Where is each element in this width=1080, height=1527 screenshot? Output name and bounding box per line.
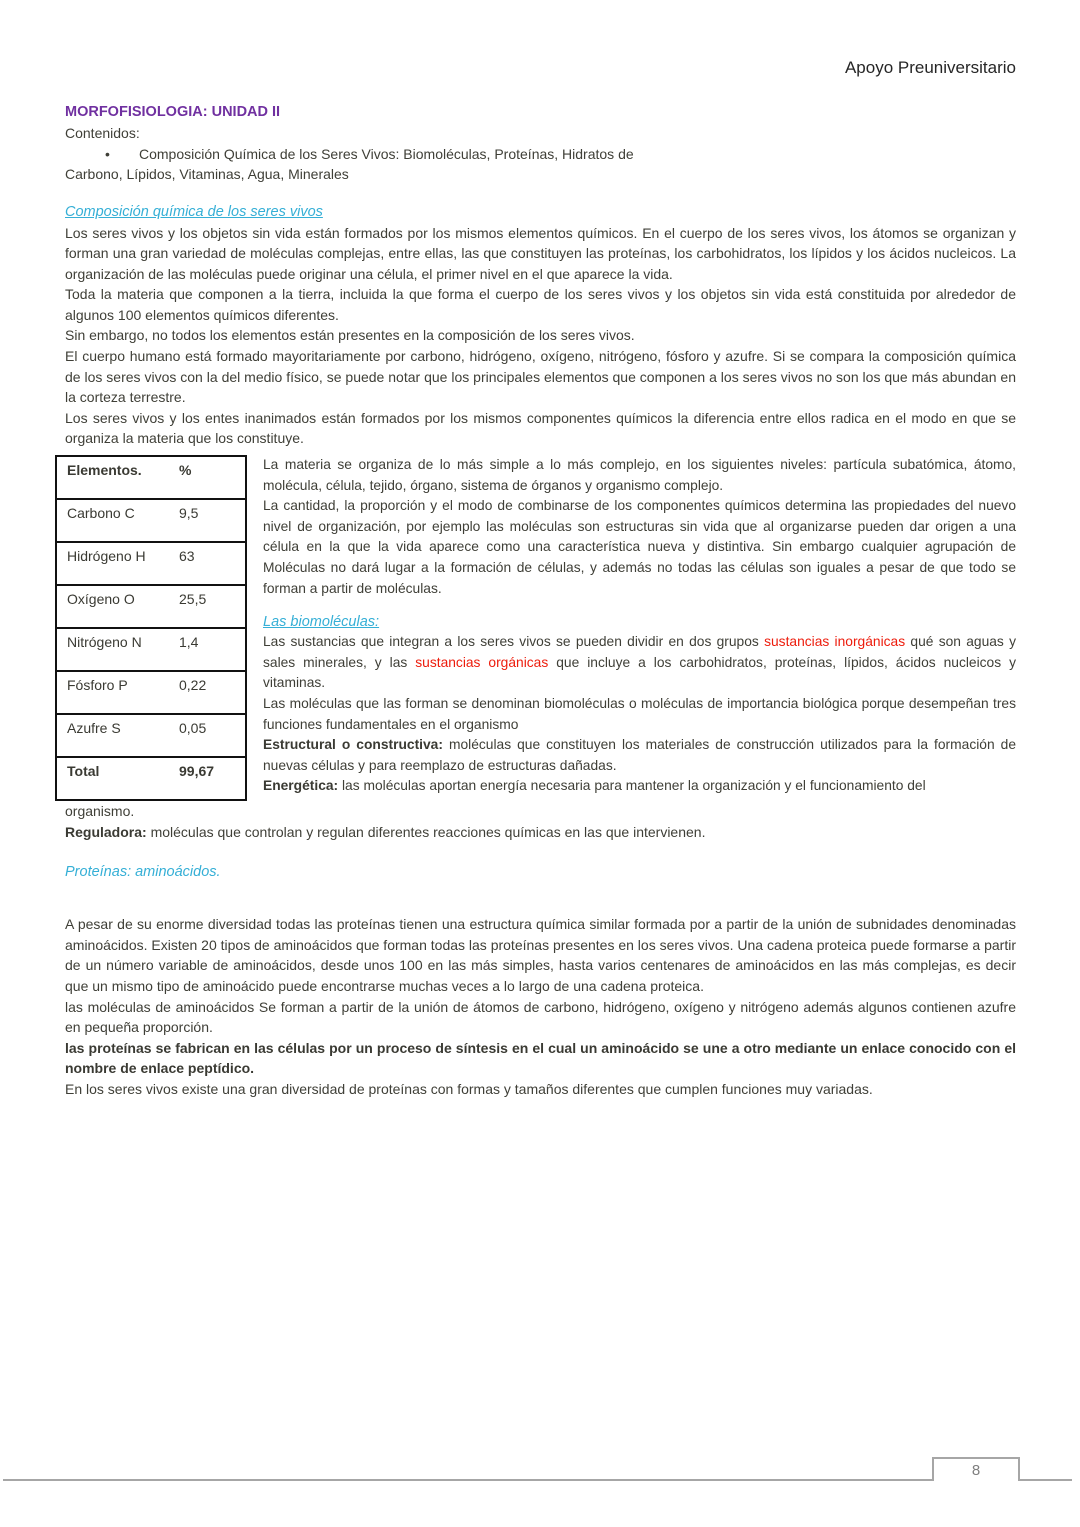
table-row	[56, 628, 246, 671]
table-row	[56, 499, 246, 542]
text-run: que incluye a los carbohidratos, proteínas, lípidos, ácidos nucleicos y vitaminas.	[263, 654, 1016, 691]
energetic-label: Energética:	[263, 778, 339, 794]
element-percent-cell: 63	[169, 542, 246, 585]
text-run: moléculas que constituyen los materiales de construcción utilizados para la formación de nuevas células y para reemplazo de estructuras dañadas.	[263, 737, 1016, 773]
element-percent-cell: 9,5	[169, 499, 246, 542]
red-emphasis: sustancias inorgánicas	[764, 634, 906, 650]
table-row	[56, 714, 246, 757]
text-run: las moléculas aportan energía necesaria para mantener la organización y el funcionamiento del	[338, 778, 926, 794]
text-run: moléculas que controlan y regulan diferentes reacciones químicas en las que intervienen.	[146, 823, 706, 840]
paragraph: A pesar de su enorme diversidad todas las proteínas tienen una estructura química similar formada por a partir de la unión de subnidades denominadas aminoácidos. Existen 20 tipos de aminoácidos que forman todas las proteínas presentes en los seres vivos. Una cadena proteica puede formarse a partir de un número variable de aminoácidos, desde unos 100 en las más simples, hasta varios centenares de aminoácidos en las más complejas, es decir que un mismo tipo de aminoácido puede encontrarse muchas veces a lo largo de una cadena proteica.	[65, 916, 1016, 994]
paragraph: La cantidad, la proporción y el modo de combinarse de los componentes químicos determina las propiedades del nuevo nivel de organización, por ejemplo las moléculas son estructuras sin vida que al organizarse pueden dar origen a una célula en la que la vida aparece como una característica nueva y distintiva. Sin embargo cualquier agrupación de Moléculas no dará lugar a la formación de células, y además no todas las células son iguales a pesar de que todo se forman a partir de moléculas.	[263, 498, 1016, 596]
element-name-cell: Fósforo P	[56, 671, 169, 714]
paragraph: las moléculas de aminoácidos Se forman a partir de la unión de átomos de carbono, hidrógeno, oxígeno y nitrógeno además algunos contienen azufre en pequeña proporción.	[65, 998, 1016, 1036]
table-row	[56, 671, 246, 714]
biomolecules-heading: Las biomoléculas:	[263, 614, 380, 631]
footer-line-left	[3, 1457, 932, 1481]
paragraph	[65, 822, 1016, 843]
contents-label: Contenidos:	[65, 125, 140, 141]
page-number: 8	[971, 1462, 981, 1479]
table-header-row	[56, 456, 246, 499]
total-label-cell: Total	[56, 757, 169, 800]
unit-title: MORFOFISIOLOGIA: UNIDAD II	[65, 104, 281, 120]
table-and-text-section	[55, 455, 1016, 801]
red-emphasis: sustancias orgánicas	[415, 654, 549, 670]
element-name-cell: Oxígeno O	[56, 585, 169, 628]
bullet-icon: •	[105, 145, 110, 162]
element-name-cell: Carbono C	[56, 499, 169, 542]
element-name-cell: Hidrógeno H	[56, 542, 169, 585]
page-footer	[0, 1457, 1080, 1481]
element-percent-cell: 25,5	[169, 585, 246, 628]
paragraph	[263, 735, 1016, 776]
element-percent-cell: 1,4	[169, 628, 246, 671]
table-total-row	[56, 757, 246, 800]
percent-header-cell: %	[169, 456, 246, 499]
footer-line-right	[1020, 1457, 1072, 1481]
paragraph: Toda la materia que componen a la tierra, incluida la que forma el cuerpo de los seres vivos y los objetos sin vida está constituida por alrededor de algunos 100 elementos químicos diferentes.	[65, 286, 1016, 323]
text-beside-table	[247, 455, 1016, 797]
element-percent-cell: 0,05	[169, 714, 246, 757]
paragraph: Los seres vivos y los entes inanimados están formados por los mismos componentes químicos la diferencia entre ellos radica en el modo en que se organiza la materia que los constituye.	[65, 409, 1016, 447]
paragraph: organismo.	[65, 803, 135, 820]
section2-heading: Proteínas: aminoácidos.	[65, 864, 221, 881]
element-percent-cell: 0,22	[169, 671, 246, 714]
contents-bullet-line	[65, 144, 1016, 165]
contents-continuation: Carbono, Lípidos, Vitaminas, Agua, Minerales	[65, 166, 349, 182]
paragraph: Sin embargo, no todos los elementos están presentes en la composición de los seres vivos.	[65, 327, 635, 344]
section1-heading: Composición química de los seres vivos	[65, 203, 323, 220]
elements-table	[55, 455, 247, 801]
paragraph	[263, 632, 1016, 694]
element-name-cell: Azufre S	[56, 714, 169, 757]
elements-header-cell: Elementos.	[56, 456, 169, 499]
text-run: qué son aguas y sales minerales, y las	[263, 634, 1016, 670]
paragraph	[263, 776, 1016, 797]
paragraph: El cuerpo humano está formado mayoritariamente por carbono, hidrógeno, oxígeno, nitrógeno, fósforo y azufre. Si se compara la composición química de los seres vivos con la del medio físico, se puede notar que los principales elementos que componen a los seres vivos no son los que más abundan en la corteza terrestre.	[65, 348, 1016, 406]
table-row	[56, 542, 246, 585]
paragraph: Los seres vivos y los objetos sin vida están formados por los mismos elementos químicos. En el cuerpo de los seres vivos, los átomos se organizan y forman una gran variedad de moléculas complejas, entre ellas, las que constituyen las proteínas, los carbohidratos, los lípidos y los ácidos nucleicos. La organización de las moléculas puede originar una célula, el primer nivel en el que aparece la vida.	[65, 224, 1016, 282]
paragraph: La materia se organiza de lo más simple a lo más complejo, en los siguientes niveles: partícula subatómica, átomo, molécula, célula, tejido, órgano, sistema de órganos y organismo complejo.	[263, 457, 1016, 493]
reguladora-label: Reguladora:	[65, 823, 147, 840]
bullet-text: Composición Química de los Seres Vivos: Biomoléculas, Proteínas, Hidratos de	[139, 145, 634, 162]
header-title: Apoyo Preuniversitario	[844, 58, 1016, 77]
page-number-box	[932, 1457, 1020, 1481]
element-name-cell: Nitrógeno N	[56, 628, 169, 671]
table-row	[56, 585, 246, 628]
doc-header	[65, 58, 1016, 78]
paragraph: En los seres vivos existe una gran diversidad de proteínas con formas y tamaños diferentes que cumplen funciones muy variadas.	[65, 1080, 873, 1097]
paragraph-bold: las proteínas se fabrican en las células por un proceso de síntesis en el cual un aminoácido se une a otro mediante un enlace conocido con el nombre de enlace peptídico.	[65, 1039, 1016, 1077]
paragraph: Las moléculas que las forman se denominan biomoléculas o moléculas de importancia biológica porque desempeñan tres funciones fundamentales en el organismo	[263, 695, 1016, 732]
structural-label: Estructural o constructiva:	[263, 737, 443, 753]
total-value-cell: 99,67	[169, 757, 246, 800]
text-run: Las sustancias que integran a los seres vivos se pueden dividir en dos grupos	[263, 634, 765, 650]
